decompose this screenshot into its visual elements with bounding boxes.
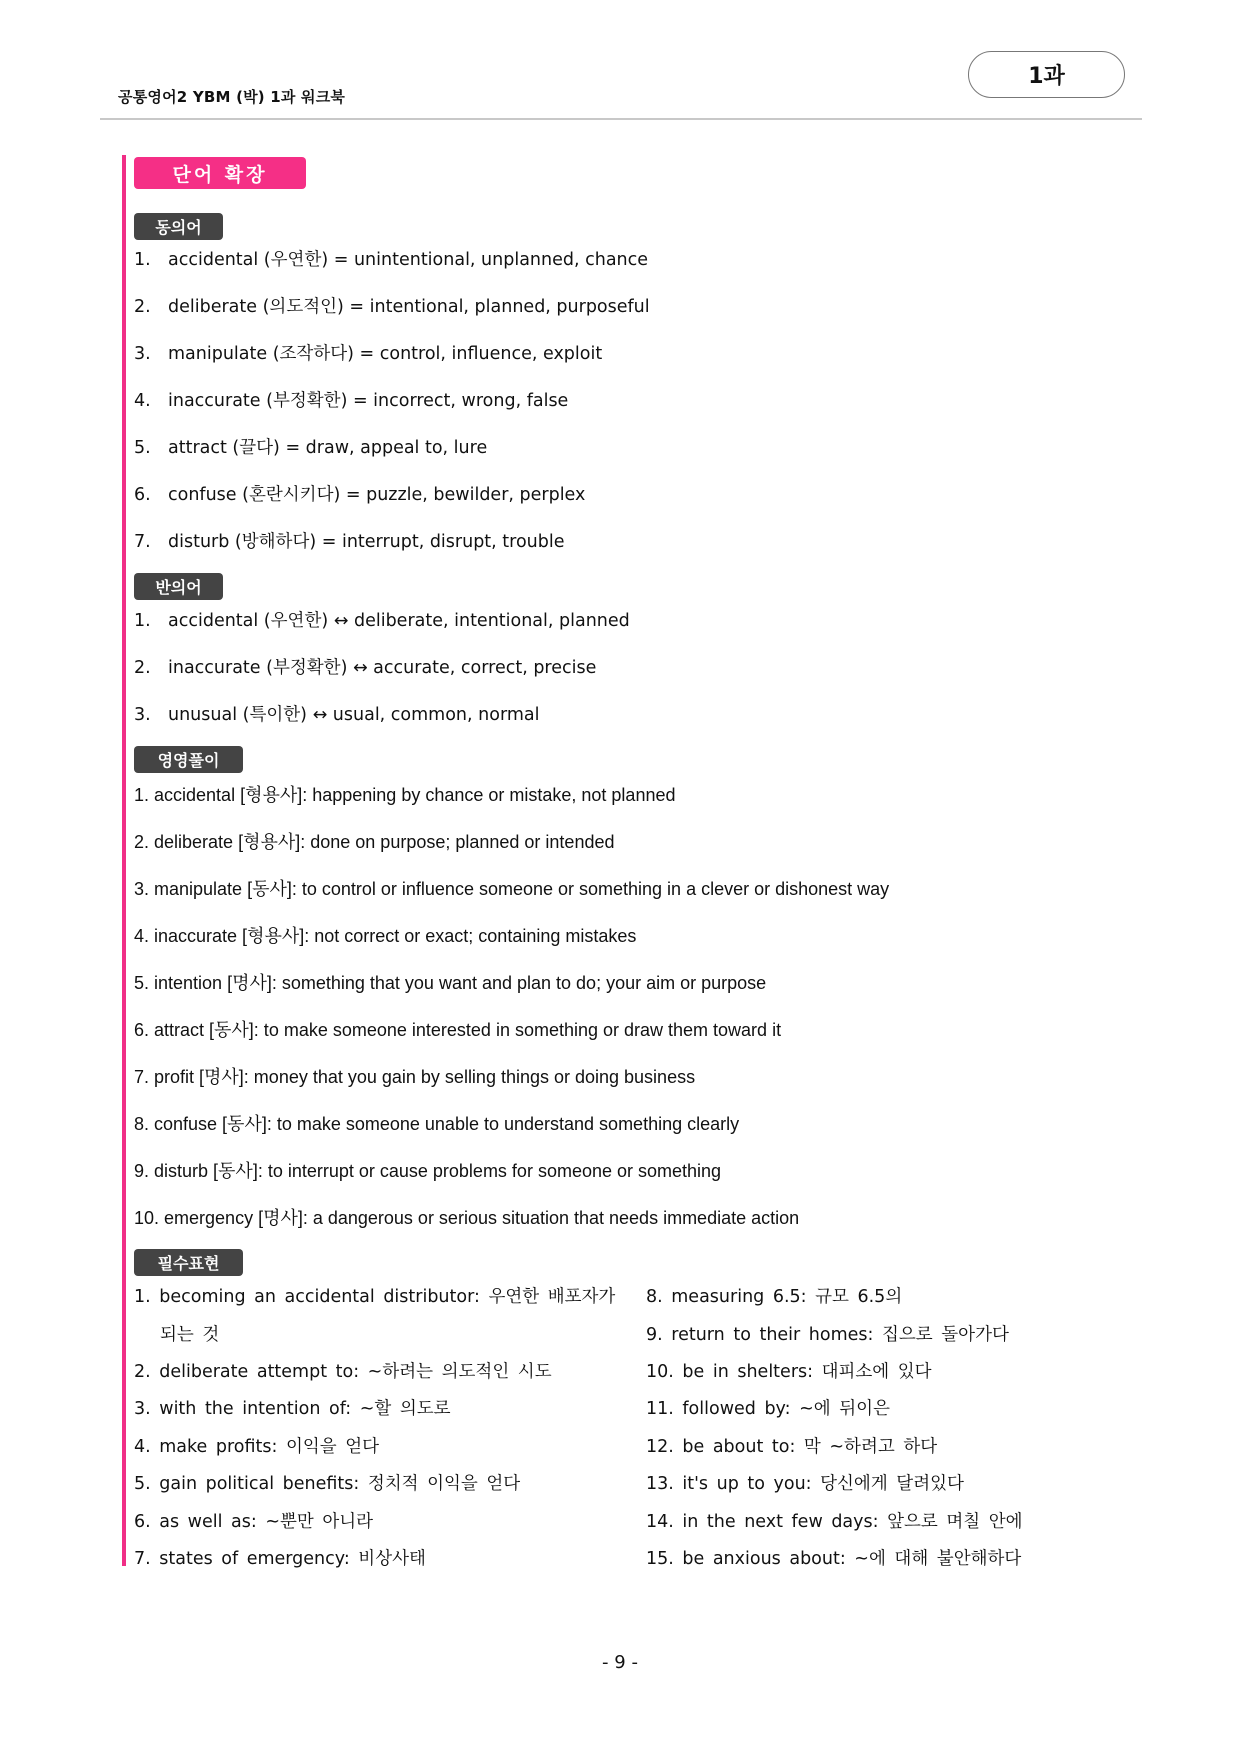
definition-item: 7. profit [명사]: money that you gain by selling things or doing business (134, 1067, 696, 1087)
expression-item: 13. it's up to you: 당신에게 달려있다 (646, 1474, 964, 1494)
definition-item: 1. accidental [형용사]: happening by chance or mistake, not planned (134, 785, 676, 805)
synonyms-tag: 동의어 (134, 213, 223, 240)
synonym-item: 6. confuse (혼란시키다) = puzzle, bewilder, perplex (134, 485, 586, 505)
synonym-item: 3. manipulate (조작하다) = control, influence, exploit (134, 344, 603, 364)
definition-item: 10. emergency [명사]: a dangerous or serious situation that needs immediate action (134, 1208, 800, 1228)
synonym-item: 4. inaccurate (부정확한) = incorrect, wrong, false (134, 391, 569, 411)
definition-item: 4. inaccurate [형용사]: not correct or exact; containing mistakes (134, 926, 637, 946)
expression-item: 12. be about to: 막 ~하려고 하다 (646, 1437, 938, 1457)
chapter-badge: 1과 (968, 51, 1125, 98)
antonym-item: 3. unusual (특이한) ↔ usual, common, normal (134, 705, 540, 725)
definition-item: 8. confuse [동사]: to make someone unable to understand something clearly (134, 1114, 740, 1134)
definition-item: 3. manipulate [동사]: to control or influence someone or something in a clever or dishonest way (134, 879, 890, 899)
expression-item: 4. make profits: 이익을 얻다 (134, 1437, 380, 1457)
expression-item: 6. as well as: ~뿐만 아니라 (134, 1512, 374, 1532)
synonym-item: 2. deliberate (의도적인) = intentional, planned, purposeful (134, 297, 650, 317)
expression-item: 10. be in shelters: 대피소에 있다 (646, 1362, 932, 1382)
expressions-tag: 필수표현 (134, 1249, 243, 1276)
expression-item: 7. states of emergency: 비상사태 (134, 1549, 426, 1569)
expression-item: 2. deliberate attempt to: ~하려는 의도적인 시도 (134, 1362, 552, 1382)
synonym-item: 1. accidental (우연한) = unintentional, unplanned, chance (134, 250, 649, 270)
section-accent-bar (122, 155, 126, 1566)
definition-item: 5. intention [명사]: something that you want and plan to do; your aim or purpose (134, 973, 767, 993)
synonym-item: 7. disturb (방해하다) = interrupt, disrupt, trouble (134, 532, 565, 552)
expression-item: 5. gain political benefits: 정치적 이익을 얻다 (134, 1474, 521, 1494)
expression-item-continuation: 되는 것 (160, 1325, 220, 1345)
definition-item: 9. disturb [동사]: to interrupt or cause problems for someone or something (134, 1161, 722, 1181)
definition-item: 6. attract [동사]: to make someone interested in something or draw them toward it (134, 1020, 782, 1040)
antonym-item: 1. accidental (우연한) ↔ deliberate, intentional, planned (134, 611, 630, 631)
antonym-item: 2. inaccurate (부정확한) ↔ accurate, correct, precise (134, 658, 597, 678)
expression-item: 15. be anxious about: ~에 대해 불안해하다 (646, 1549, 1022, 1569)
definitions-tag: 영영풀이 (134, 746, 243, 773)
expression-item: 8. measuring 6.5: 규모 6.5의 (646, 1287, 903, 1307)
expression-item: 1. becoming an accidental distributor: 우연한 배포자가 (134, 1287, 616, 1307)
synonym-item: 5. attract (끌다) = draw, appeal to, lure (134, 438, 488, 458)
page-number: - 9 - (602, 1652, 638, 1673)
expression-item: 3. with the intention of: ~할 의도로 (134, 1399, 451, 1419)
expression-item: 14. in the next few days: 앞으로 며칠 안에 (646, 1512, 1023, 1532)
definition-item: 2. deliberate [형용사]: done on purpose; planned or intended (134, 832, 615, 852)
document-header-title: 공통영어2 YBM (박) 1과 워크북 (118, 88, 346, 106)
section-title-badge: 단어 확장 (134, 157, 306, 189)
expression-item: 11. followed by: ~에 뒤이은 (646, 1399, 890, 1419)
expression-item: 9. return to their homes: 집으로 돌아가다 (646, 1325, 1009, 1345)
header-divider (100, 118, 1142, 120)
antonyms-tag: 반의어 (134, 573, 223, 600)
